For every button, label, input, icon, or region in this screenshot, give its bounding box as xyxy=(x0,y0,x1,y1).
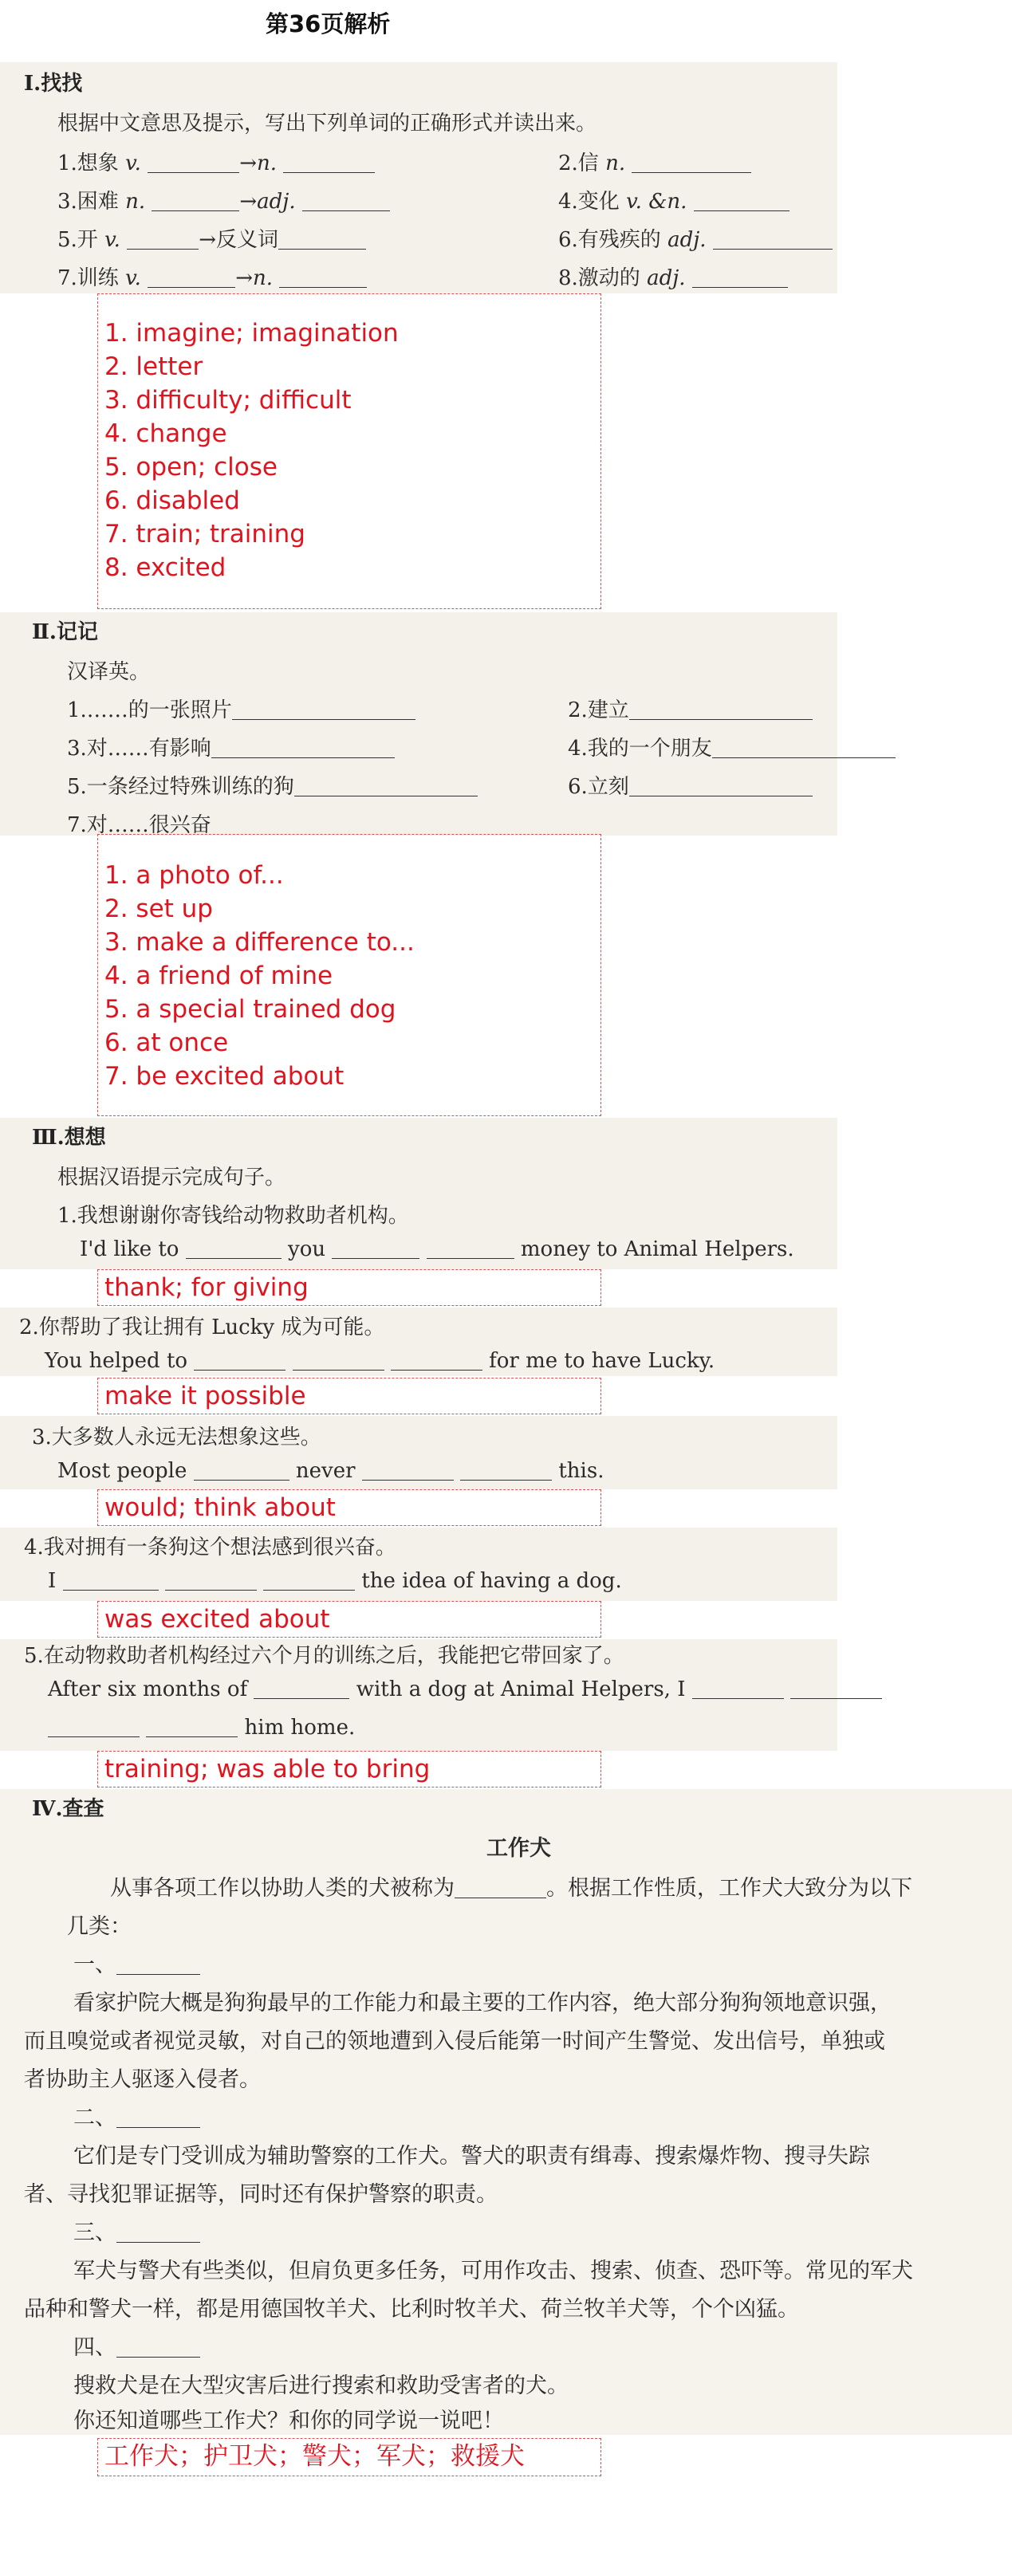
q5-chinese: 5.在动物救助者机构经过六个月的训练之后，我能把它带回家了。 xyxy=(24,1644,624,1668)
s1-item-1: 1.想象 v. →n. xyxy=(57,147,375,176)
p1-line-1: 看家护院大概是狗狗最早的工作能力和最主要的工作内容，绝大部分狗狗领地意识强， xyxy=(73,1991,892,2016)
q2-chinese: 2.你帮助了我让拥有 Lucky 成为可能。 xyxy=(19,1316,385,1339)
s1-item-3: 3.困难 n. →adj. xyxy=(57,185,390,214)
s1-item-8: 8.激动的 adj. xyxy=(558,262,788,291)
section4-answer-box xyxy=(97,2438,601,2476)
s2-item-2: 2.建立 xyxy=(568,694,813,723)
s2-item-3: 3.对……有影响 xyxy=(67,732,395,761)
s2-item-5: 5.一条经过特殊训练的狗 xyxy=(67,770,478,800)
answer-line: 5. open; close xyxy=(104,453,278,482)
p1-line-3: 者协助主人驱逐入侵者。 xyxy=(24,2067,261,2092)
intro-line-2: 几类： xyxy=(67,1914,132,1939)
q2-english: You helped to for me to have Lucky. xyxy=(45,1349,715,1373)
s1-item-2: 2.信 n. xyxy=(558,147,751,176)
q1-answer: thank; for giving xyxy=(104,1273,309,1302)
section3-instruction: 根据汉语提示完成句子。 xyxy=(57,1166,286,1190)
s1-item-7: 7.训练 v. →n. xyxy=(57,262,367,291)
q3-answer: would; think about xyxy=(104,1493,336,1522)
q4-english: I the idea of having a dog. xyxy=(48,1569,622,1593)
q5-english: After six months of with a dog at Animal Helpers, I xyxy=(48,1677,882,1701)
s2-item-6: 6.立刻 xyxy=(568,770,813,800)
p4-label: 四、 xyxy=(73,2330,200,2361)
q5-answer: training; was able to bring xyxy=(104,1755,431,1784)
answer-line: 1. a photo of... xyxy=(104,861,284,890)
section1-answer-box xyxy=(97,293,601,609)
s1-item-6: 6.有残疾的 adj. xyxy=(558,223,833,253)
answer-line: 6. disabled xyxy=(104,486,240,515)
s1-item-4: 4.变化 v. &n. xyxy=(558,185,790,214)
p2-line-2: 者、寻找犯罪证据等，同时还有保护警察的职责。 xyxy=(24,2182,498,2207)
answer-line: 1. imagine; imagination xyxy=(104,319,399,348)
answer-line: 2. letter xyxy=(104,352,203,381)
answer-line: 7. be excited about xyxy=(104,1062,345,1091)
q2-answer: make it possible xyxy=(104,1382,306,1410)
answer-line: 3. difficulty; difficult xyxy=(104,386,352,415)
essay-title: 工作犬 xyxy=(486,1836,551,1861)
section2-heading: Ⅱ.记记 xyxy=(32,620,98,644)
p1-line-2: 而且嗅觉或者视觉灵敏，对自己的领地遭到入侵后能第一时间产生警觉、发出信号，单独或 xyxy=(24,2029,885,2054)
answer-line: 6. at once xyxy=(104,1028,229,1057)
p4-line-1: 搜救犬是在大型灾害后进行搜索和救助受害者的犬。 xyxy=(73,2373,569,2398)
p3-label: 三、 xyxy=(73,2215,200,2246)
s1-item-5: 5.开 v. →反义词 xyxy=(57,223,366,253)
section3-heading: Ⅲ.想想 xyxy=(32,1126,106,1150)
page-title: 第36页解析 xyxy=(266,10,391,37)
intro-line-1: 从事各项工作以协助人类的犬被称为 。根据工作性质，工作犬大致分为以下 xyxy=(110,1876,912,1901)
answer-line: 3. make a difference to... xyxy=(104,928,415,957)
answer-line: 7. train; training xyxy=(104,520,305,549)
q2-answer-box xyxy=(97,1378,601,1414)
q1-answer-box xyxy=(97,1269,601,1306)
p2-line-1: 它们是专门受训成为辅助警察的工作犬。警犬的职责有缉毒、搜索爆炸物、搜寻失踪 xyxy=(73,2144,870,2169)
p1-label: 一、 xyxy=(73,1947,200,1978)
answer-line: 5. a special trained dog xyxy=(104,995,396,1024)
section4-heading: Ⅳ.查查 xyxy=(32,1797,104,1821)
s2-item-4: 4.我的一个朋友 xyxy=(568,732,896,761)
p2-label: 二、 xyxy=(73,2100,200,2131)
section1-scan xyxy=(0,62,837,293)
section2-scan xyxy=(0,612,837,836)
q5-answer-box xyxy=(97,1751,601,1787)
p3-line-1: 军犬与警犬有些类似，但肩负更多任务，可用作攻击、搜索、侦查、恐吓等。常见的军犬 xyxy=(73,2259,913,2283)
q4-answer: was excited about xyxy=(104,1605,330,1634)
q3-english: Most people never this. xyxy=(57,1459,604,1483)
s2-item-1: 1.……的一张照片 xyxy=(67,694,415,723)
q4-answer-box xyxy=(97,1601,601,1638)
q1-chinese: 1.我想谢谢你寄钱给动物救助者机构。 xyxy=(57,1204,409,1228)
section1-instruction: 根据中文意思及提示，写出下列单词的正确形式并读出来。 xyxy=(57,112,597,136)
q3-answer-box xyxy=(97,1489,601,1526)
q3-chinese: 3.大多数人永远无法想象这些。 xyxy=(32,1426,321,1449)
q1-english: I'd like to you money to Animal Helpers. xyxy=(80,1237,794,1261)
answer-line: 2. set up xyxy=(104,895,213,923)
s2-item-7: 7.对……很兴奋 xyxy=(67,813,211,837)
p3-line-2: 品种和警犬一样，都是用德国牧羊犬、比利时牧羊犬、荷兰牧羊犬等，个个凶猛。 xyxy=(24,2297,799,2322)
section2-instruction: 汉译英。 xyxy=(67,660,151,684)
answer-line: 4. change xyxy=(104,419,227,448)
answer-line: 8. excited xyxy=(104,553,226,582)
p4-line-2: 你还知道哪些工作犬？和你的同学说一说吧！ xyxy=(73,2409,504,2433)
section2-answer-box xyxy=(97,834,601,1116)
q4-chinese: 4.我对拥有一条狗这个想法感到很兴奋。 xyxy=(24,1536,396,1559)
section4-answer: 工作犬；护卫犬；警犬；军犬；救援犬 xyxy=(104,2442,525,2471)
answer-line: 4. a friend of mine xyxy=(104,962,333,990)
q5-english-cont: him home. xyxy=(48,1716,355,1740)
section1-heading: Ⅰ.找找 xyxy=(24,72,83,96)
